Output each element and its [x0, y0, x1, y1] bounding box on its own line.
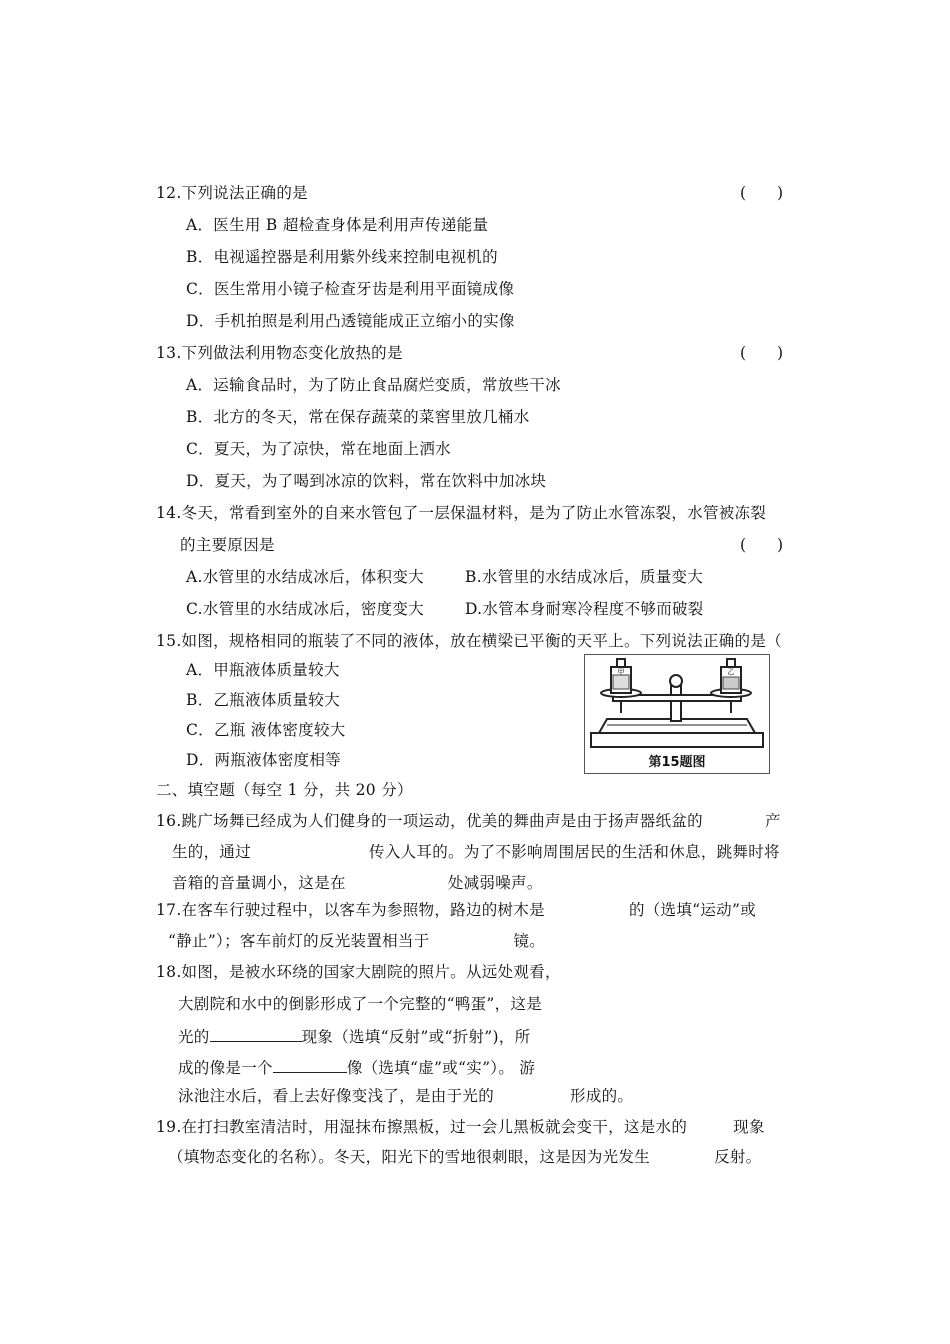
q16-line1-text: 16.跳广场舞已经成为人们健身的一项运动，优美的舞曲声是由于扬声器纸盆的: [156, 812, 703, 830]
q18-line4-end: 像（选填“虚”或“实”）。 游: [346, 1059, 536, 1077]
q12-option-a: A．医生用 B 超检查身体是利用声传递能量: [186, 216, 489, 234]
q12-answer-paren: ( ): [740, 184, 784, 202]
q16-line2-text: 生的，通过: [172, 843, 252, 861]
q14-option-b: B.水管里的水结成冰后，质量变大: [465, 568, 704, 586]
bottle-yi-label: 乙: [727, 668, 735, 676]
q18-line3-end: 现象（选填“反射”或“折射”)，所: [301, 1028, 531, 1046]
q15-figure-caption: 第15题图: [648, 755, 706, 770]
q12-option-d: D．手机拍照是利用凸透镜能成正立缩小的实像: [186, 312, 515, 330]
q16-line1: [156, 811, 781, 831]
q14-answer-paren: ( ): [740, 536, 784, 554]
q16-line3: [172, 873, 543, 893]
q17-line2-text: “静止”）；客车前灯的反光装置相当于: [168, 932, 430, 950]
q16-line2: [172, 842, 780, 862]
section2-title: 二、填空题（每空 1 分，共 20 分）: [156, 781, 413, 799]
q14-stem-line1: 14.冬天，常看到室外的自来水管包了一层保温材料，是为了防止水管冻裂，水管被冻裂: [156, 504, 767, 522]
q15-option-d: D．两瓶液体密度相等: [186, 751, 341, 769]
q15-option-c: C．乙瓶 液体密度较大: [186, 721, 346, 739]
q18-blank-2[interactable]: [273, 1056, 347, 1073]
q18-line5-text: 泳池注水后，看上去好像变浅了，是由于光的: [178, 1087, 495, 1105]
q13-option-d: D．夏天，为了喝到冰凉的饮料，常在饮料中加冰块: [186, 472, 547, 490]
q16-line3-end: 处减弱噪声。: [447, 874, 543, 892]
balance-scale-illustration: [585, 655, 769, 751]
q14-option-d: D.水管本身耐寒冷程度不够而破裂: [465, 600, 704, 618]
q17-line1-text: 17.在客车行驶过程中，以客车为参照物，路边的树木是: [156, 901, 545, 919]
q18-line5-end: 形成的。: [570, 1087, 634, 1105]
q18-line2: 大剧院和水中的倒影形成了一个完整的“鸭蛋”，这是: [178, 995, 543, 1013]
q18-line4-text: 成的像是一个: [178, 1059, 273, 1077]
q15-stem: 15.如图，规格相同的瓶装了不同的液体，放在横梁已平衡的天平上。下列说法正确的是（: [156, 632, 782, 650]
q16-line1-end: 产: [764, 812, 781, 830]
q18-line3-text: 光的: [178, 1028, 210, 1046]
q15-option-a: A．甲瓶液体质量较大: [186, 661, 340, 679]
q18-line4: [178, 1056, 535, 1078]
q19-line1-end: 现象: [733, 1118, 765, 1136]
q15-option-b: B．乙瓶液体质量较大: [186, 691, 340, 709]
q18-line1: 18.如图，是被水环绕的国家大剧院的照片。从远处观看，: [156, 963, 561, 981]
q18-line5: [178, 1086, 633, 1106]
q19-line2-end: 反射。: [714, 1148, 762, 1166]
q17-line1: [156, 900, 756, 920]
q19-line2: [168, 1147, 761, 1167]
q13-option-a: A．运输食品时，为了防止食品腐烂变质，常放些干冰: [186, 376, 561, 394]
q13-option-c: C．夏天，为了凉快，常在地面上洒水: [186, 440, 451, 458]
q19-line2-text: （填物态变化的名称）。冬天，阳光下的雪地很刺眼，这是因为光发生: [168, 1148, 651, 1166]
q12-option-b: B．电视遥控器是利用紫外线来控制电视机的: [186, 248, 498, 266]
q13-answer-paren: ( ): [740, 344, 784, 362]
q13-stem: 13.下列做法利用物态变化放热的是: [156, 344, 403, 362]
q19-line1: [156, 1117, 765, 1137]
q14-option-c: C.水管里的水结成冰后，密度变大: [186, 600, 425, 618]
q12-stem: 12.下列说法正确的是: [156, 184, 308, 202]
q16-line2-end: 传入人耳的。为了不影响周围居民的生活和休息，跳舞时将: [369, 843, 780, 861]
q16-line3-text: 音箱的音量调小，这是在: [172, 874, 346, 892]
q19-line1-text: 19.在打扫教室清洁时，用湿抹布擦黑板，过一会儿黑板就会变干，这是水的: [156, 1118, 688, 1136]
q17-line2: [168, 931, 545, 951]
q17-line1-end: 的（选填“运动”或: [628, 901, 757, 919]
q18-line3: [178, 1025, 530, 1047]
q14-stem-line2: 的主要原因是: [180, 536, 275, 554]
q12-option-c: C．医生常用小镜子检查牙齿是利用平面镜成像: [186, 280, 515, 298]
bottle-jia-label: 甲: [617, 668, 625, 676]
q13-option-b: B．北方的冬天，常在保存蔬菜的菜窖里放几桶水: [186, 408, 530, 426]
q14-option-a: A.水管里的水结成冰后，体积变大: [186, 568, 424, 586]
q17-line2-end: 镜。: [513, 932, 546, 950]
q15-figure-balance: [584, 654, 770, 774]
q18-blank-1[interactable]: [210, 1025, 302, 1042]
